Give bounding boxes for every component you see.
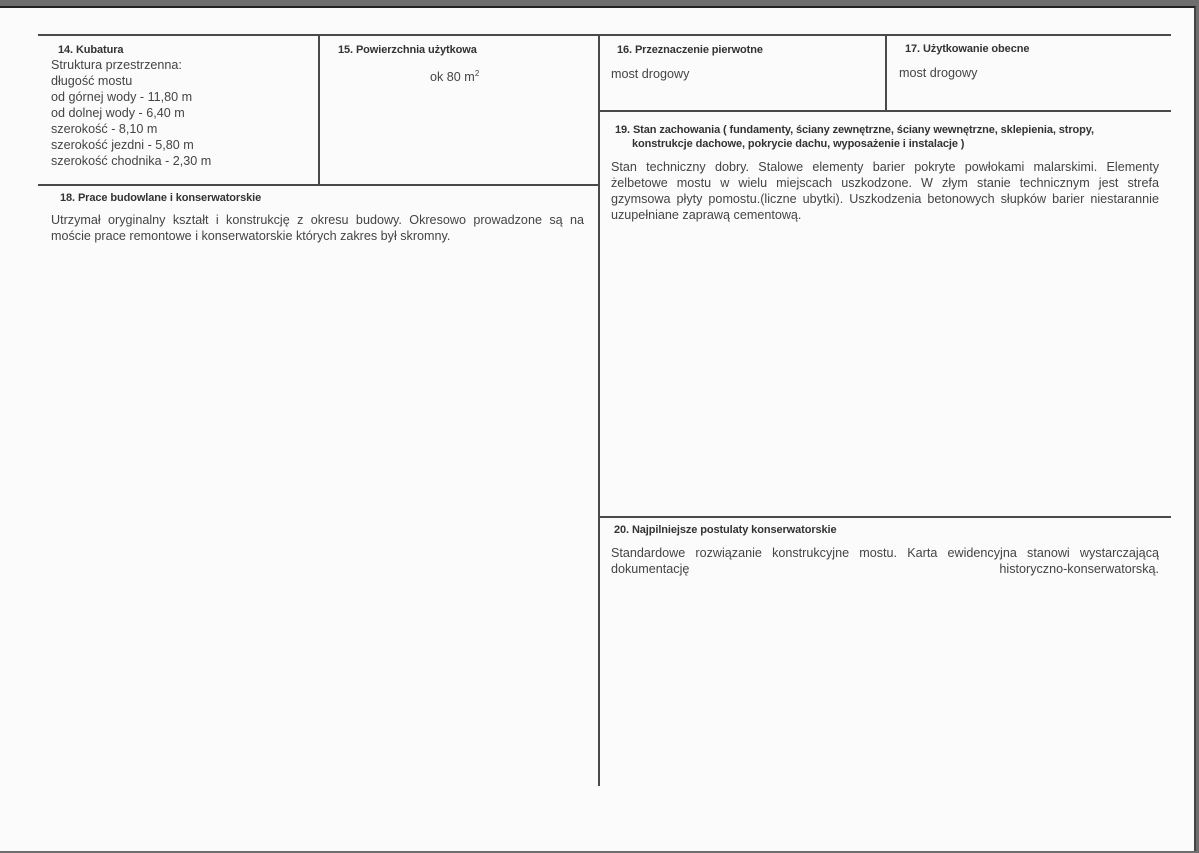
record-card-sheet bbox=[0, 6, 1196, 851]
stan-header-line2: konstrukcje dachowe, pokrycie dachu, wyposażenie i instalacje ) bbox=[632, 138, 965, 150]
center-divider bbox=[598, 34, 600, 786]
postulaty-header: 20. Najpilniejsze postulaty konserwatorskie bbox=[614, 524, 837, 536]
powierzchnia-value bbox=[430, 66, 479, 85]
uzytkowanie-value: most drogowy bbox=[899, 66, 978, 80]
kubatura-header: 14. Kubatura bbox=[58, 44, 124, 56]
prace-text: Utrzymał oryginalny kształt i konstrukcję z okresu budowy. Okresowo prowadzone są na moście prace remontowe i konserwatorskie których zakres był skromny. bbox=[51, 213, 584, 243]
rule-above-18 bbox=[38, 184, 598, 186]
kubatura-line: szerokość jezdni - 5,80 m bbox=[51, 138, 194, 152]
uzytkowanie-header: 17. Użytkowanie obecne bbox=[905, 43, 1030, 55]
kubatura-line: od górnej wody - 11,80 m bbox=[51, 90, 193, 104]
divider-14-15 bbox=[318, 34, 320, 184]
divider-16-17 bbox=[885, 34, 887, 110]
kubatura-line: długość mostu bbox=[51, 74, 133, 88]
rule-below-16-17 bbox=[598, 110, 1171, 112]
kubatura-line: szerokość chodnika - 2,30 m bbox=[51, 154, 212, 168]
area-value: ok 80 m bbox=[430, 70, 475, 85]
kubatura-line: od dolnej wody - 6,40 m bbox=[51, 106, 185, 120]
kubatura-line: szerokość - 8,10 m bbox=[51, 122, 158, 136]
prace-header: 18. Prace budowlane i konserwatorskie bbox=[60, 192, 262, 204]
powierzchnia-header: 15. Powierzchnia użytkowa bbox=[338, 44, 477, 56]
stan-header-line1: 19. Stan zachowania ( fundamenty, ściany zewnętrzne, ściany wewnętrzne, sklepienia, stropy, bbox=[615, 124, 1094, 136]
top-rule bbox=[38, 34, 1171, 36]
postulaty-text: Standardowe rozwiązanie konstrukcyjne mostu. Karta ewidencyjna stanowi wystarczającą dokumentację historyczno-konserwatorską. bbox=[611, 546, 1159, 576]
rule-above-20 bbox=[598, 516, 1171, 518]
area-unit-superscript: 2 bbox=[474, 69, 480, 78]
kubatura-details bbox=[51, 57, 311, 169]
przeznaczenie-header: 16. Przeznaczenie pierwotne bbox=[617, 44, 763, 56]
stan-text: Stan techniczny dobry. Stalowe elementy barier pokryte powłokami malarskimi. Elementy żelbetowe mostu w wielu miejscach uszkodzone. W złym stanie technicznym jest strefa gzymsowa płyty pomostu.(liczne ubytki). Uszkodzenia betonowych słupków barier niestarannie uzupełniane zaprawą cementową. bbox=[611, 160, 1159, 222]
kubatura-line: Struktura przestrzenna: bbox=[51, 58, 182, 72]
przeznaczenie-value: most drogowy bbox=[611, 67, 690, 81]
